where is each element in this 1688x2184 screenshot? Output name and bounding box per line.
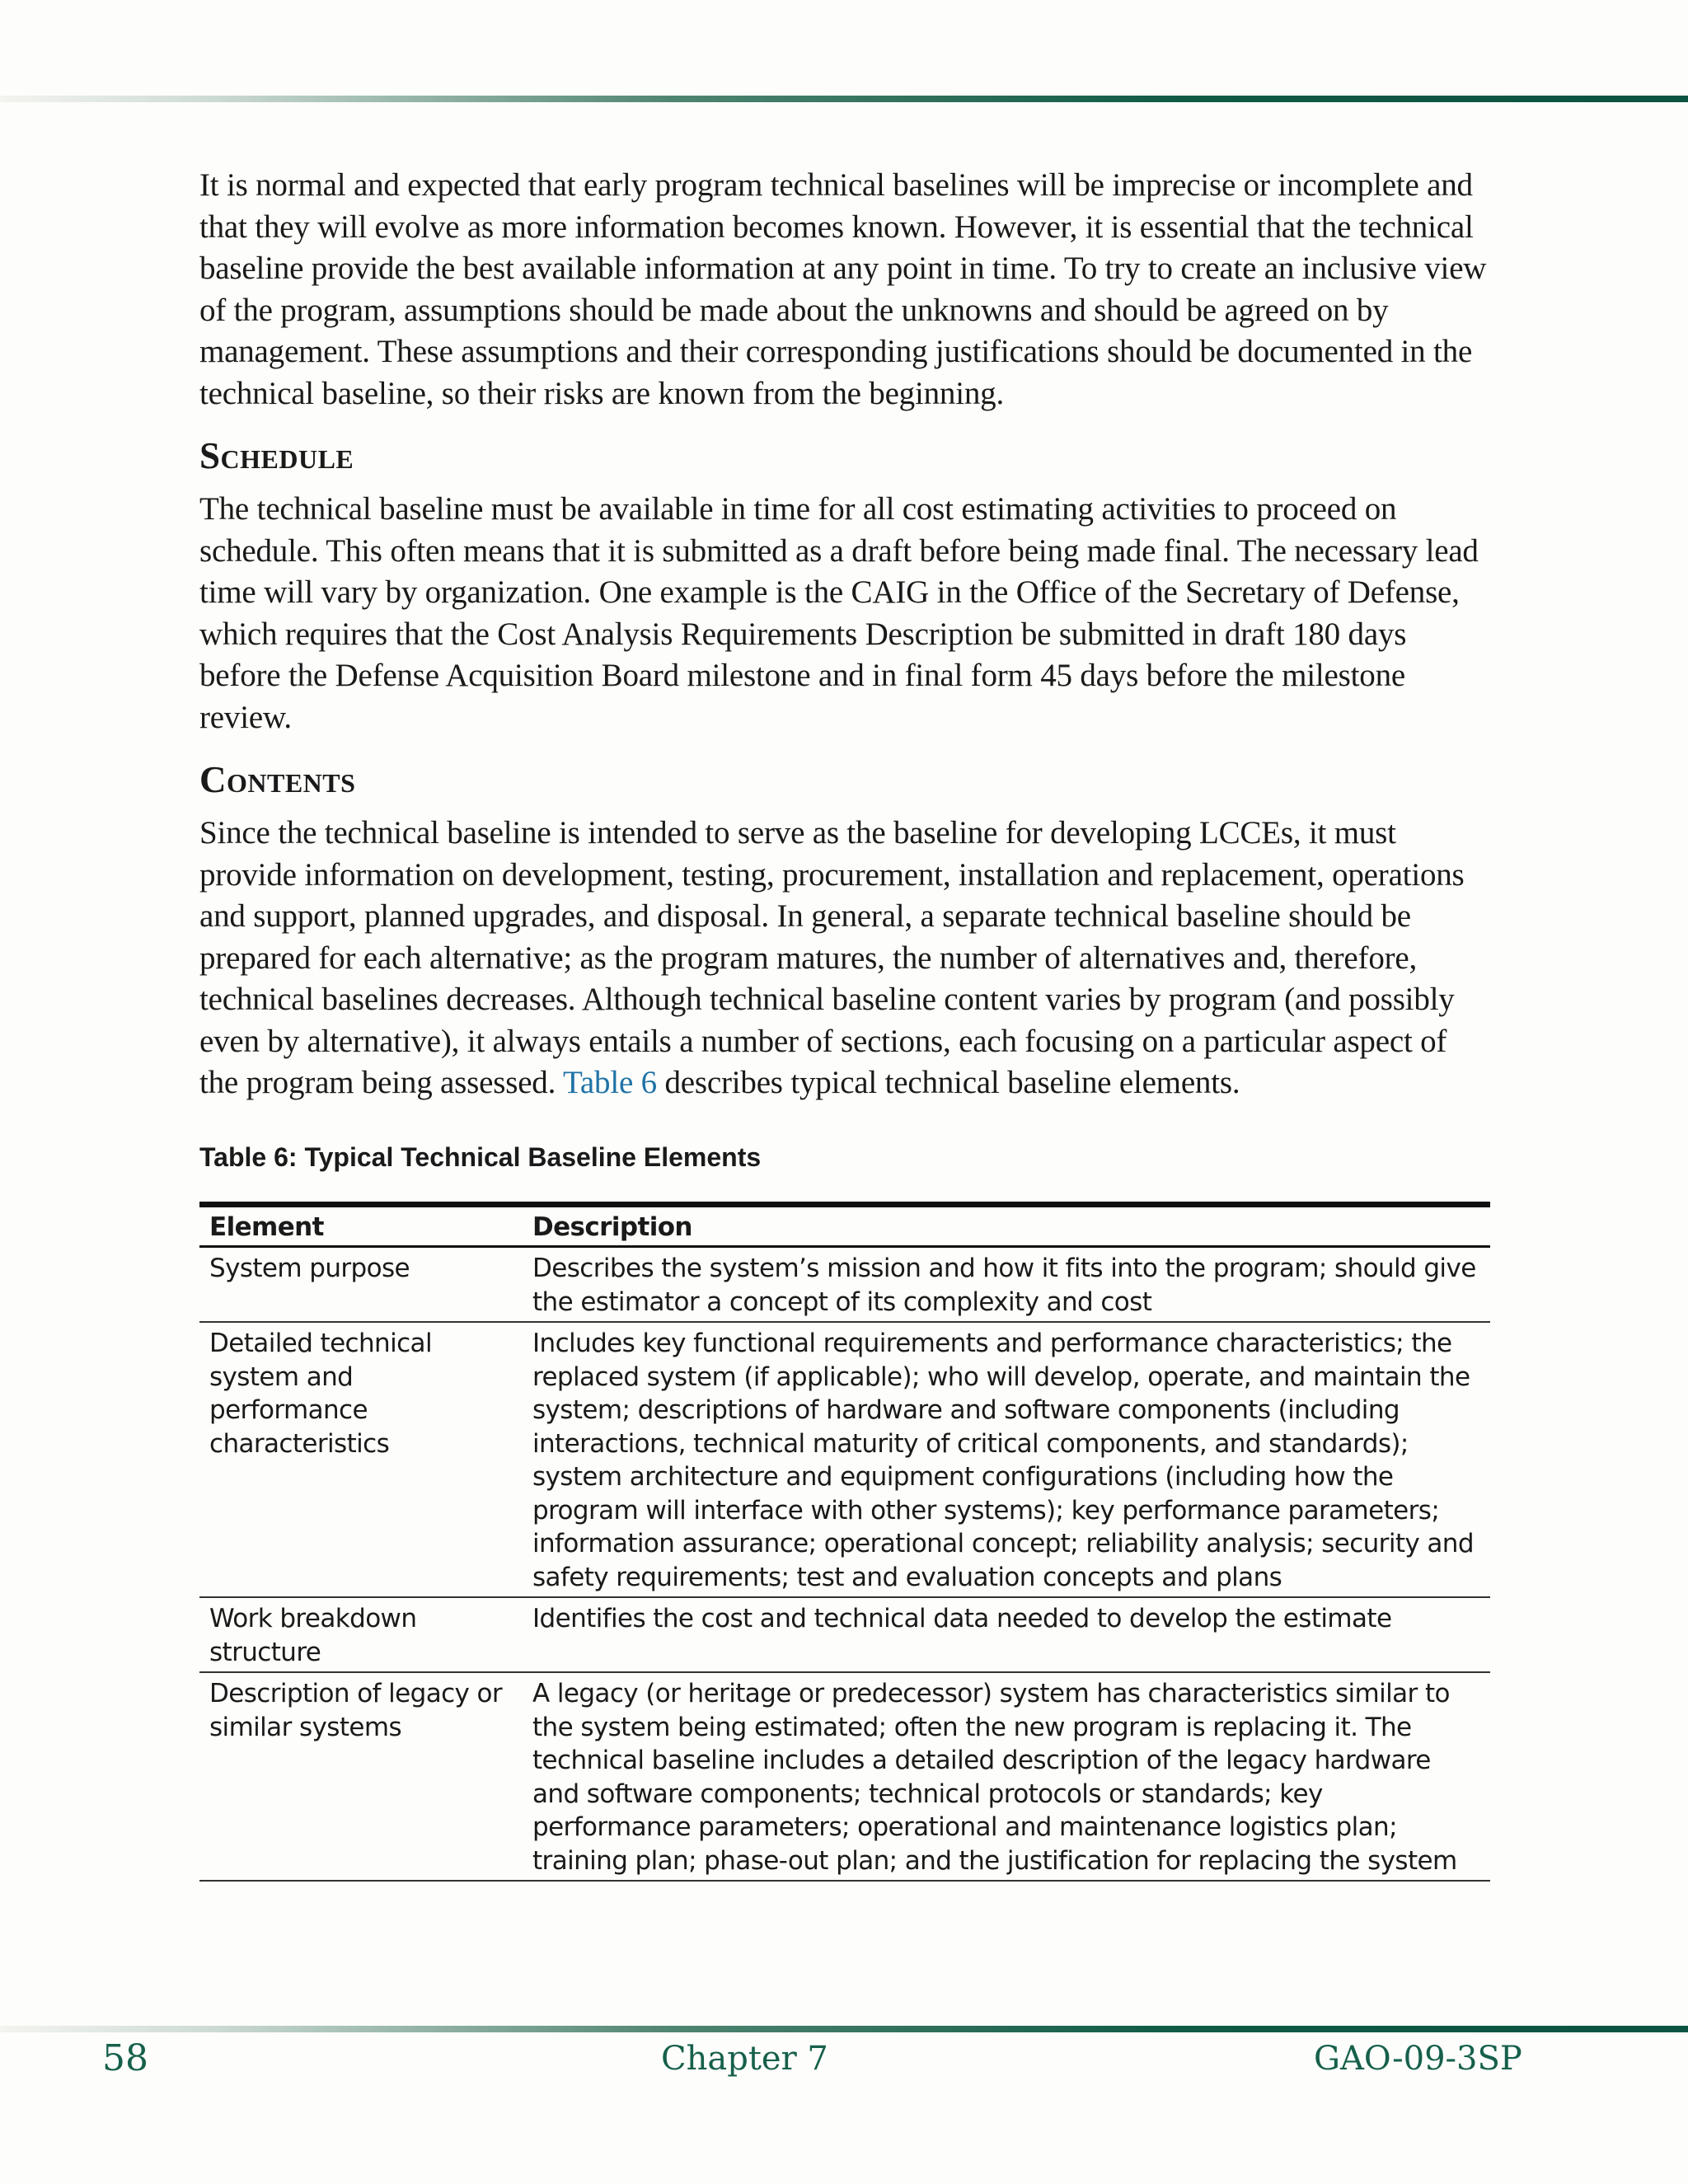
header-element: Element (199, 1204, 523, 1247)
table-row (199, 1322, 1490, 1597)
bottom-rule (0, 2026, 1688, 2032)
description-cell: Identifies the cost and technical data needed to develop the estimate (523, 1597, 1490, 1672)
baseline-elements-table (199, 1202, 1490, 1882)
chapter-label: Chapter 7 (661, 2040, 828, 2078)
intro-paragraph: It is normal and expected that early program technical baselines will be imprecise or incomplete and that they will evolve as more information becomes known. However, it is essential that the technical baseline provide the best available information at any point in time. To try to create an inclusive view of the program, assumptions should be made about the unknowns and should be agreed on by management. These assumptions and their corresponding justifications should be documented in the technical baseline, so their risks are known from the beginning. (199, 167, 1487, 411)
document-id: GAO-09-3SP (1314, 2040, 1522, 2078)
contents-paragraph (199, 813, 1490, 1104)
element-cell: Description of legacy or similar systems (199, 1672, 523, 1881)
contents-heading: Contents (199, 759, 356, 800)
description-cell: Includes key functional requirements and performance characteristics; the replaced system (if applicable); who will develop, operate, and maintain the system; descriptions of hardware and software components (including interactions, technical maturity of critical components, and standards); system architecture and equipment configurations (including how the program will interface with other systems); key performance parameters; information assurance; operational concept; reliability analysis; security and safety requirements; test and evaluation concepts and plans (523, 1322, 1490, 1597)
schedule-paragraph: The technical baseline must be available in time for all cost estimating activities to proceed on schedule. This often means that it is submitted as a draft before being made final. The necessary lead time will vary by organization. One example is the CAIG in the Office of the Secretary of Defense, which requires that the Cost Analysis Requirements Description be submitted in draft 180 days before the Defense Acquisition Board milestone and in final form 45 days before the milestone review. (199, 491, 1479, 735)
table-row (199, 1672, 1490, 1881)
top-rule (0, 96, 1688, 102)
table-header-row (199, 1204, 1490, 1247)
schedule-heading: Schedule (199, 435, 354, 476)
element-cell: Work breakdown structure (199, 1597, 523, 1672)
contents-tail: describes typical technical baseline elements. (656, 1065, 1240, 1100)
table-row (199, 1597, 1490, 1672)
element-cell: Detailed technical system and performance characteristics (199, 1322, 523, 1597)
header-description: Description (523, 1204, 1490, 1247)
description-cell: A legacy (or heritage or predecessor) system has characteristics similar to the system being estimated; often the new program is replacing it. The technical baseline includes a detailed description of the legacy hardware and software components; technical protocols or standards; key performance parameters; operational and maintenance logistics plan; training plan; phase-out plan; and the justification for replacing the system (523, 1672, 1490, 1881)
page-number: 58 (102, 2037, 148, 2079)
contents-text: Since the technical baseline is intended to serve as the baseline for developing LCCEs, it must provide information on development, testing, procurement, installation and replacement, operations and support, planned upgrades, and disposal. In general, a separate technical baseline should be prepared for each alternative; as the program matures, the number of alternatives and, therefore, technical baselines decreases. Although technical baseline content varies by program (and possibly even by alternative), it always entails a number of sections, each focusing on a particular aspect of the program being assessed. (199, 815, 1465, 1100)
table-row (199, 1247, 1490, 1323)
table-caption: Table 6: Typical Technical Baseline Elements (199, 1141, 762, 1172)
page-content (199, 165, 1490, 1882)
element-cell: System purpose (199, 1247, 523, 1323)
table-6-link[interactable]: Table 6 (563, 1065, 657, 1100)
description-cell: Describes the system’s mission and how it fits into the program; should give the estimator a concept of its complexity and cost (523, 1247, 1490, 1323)
